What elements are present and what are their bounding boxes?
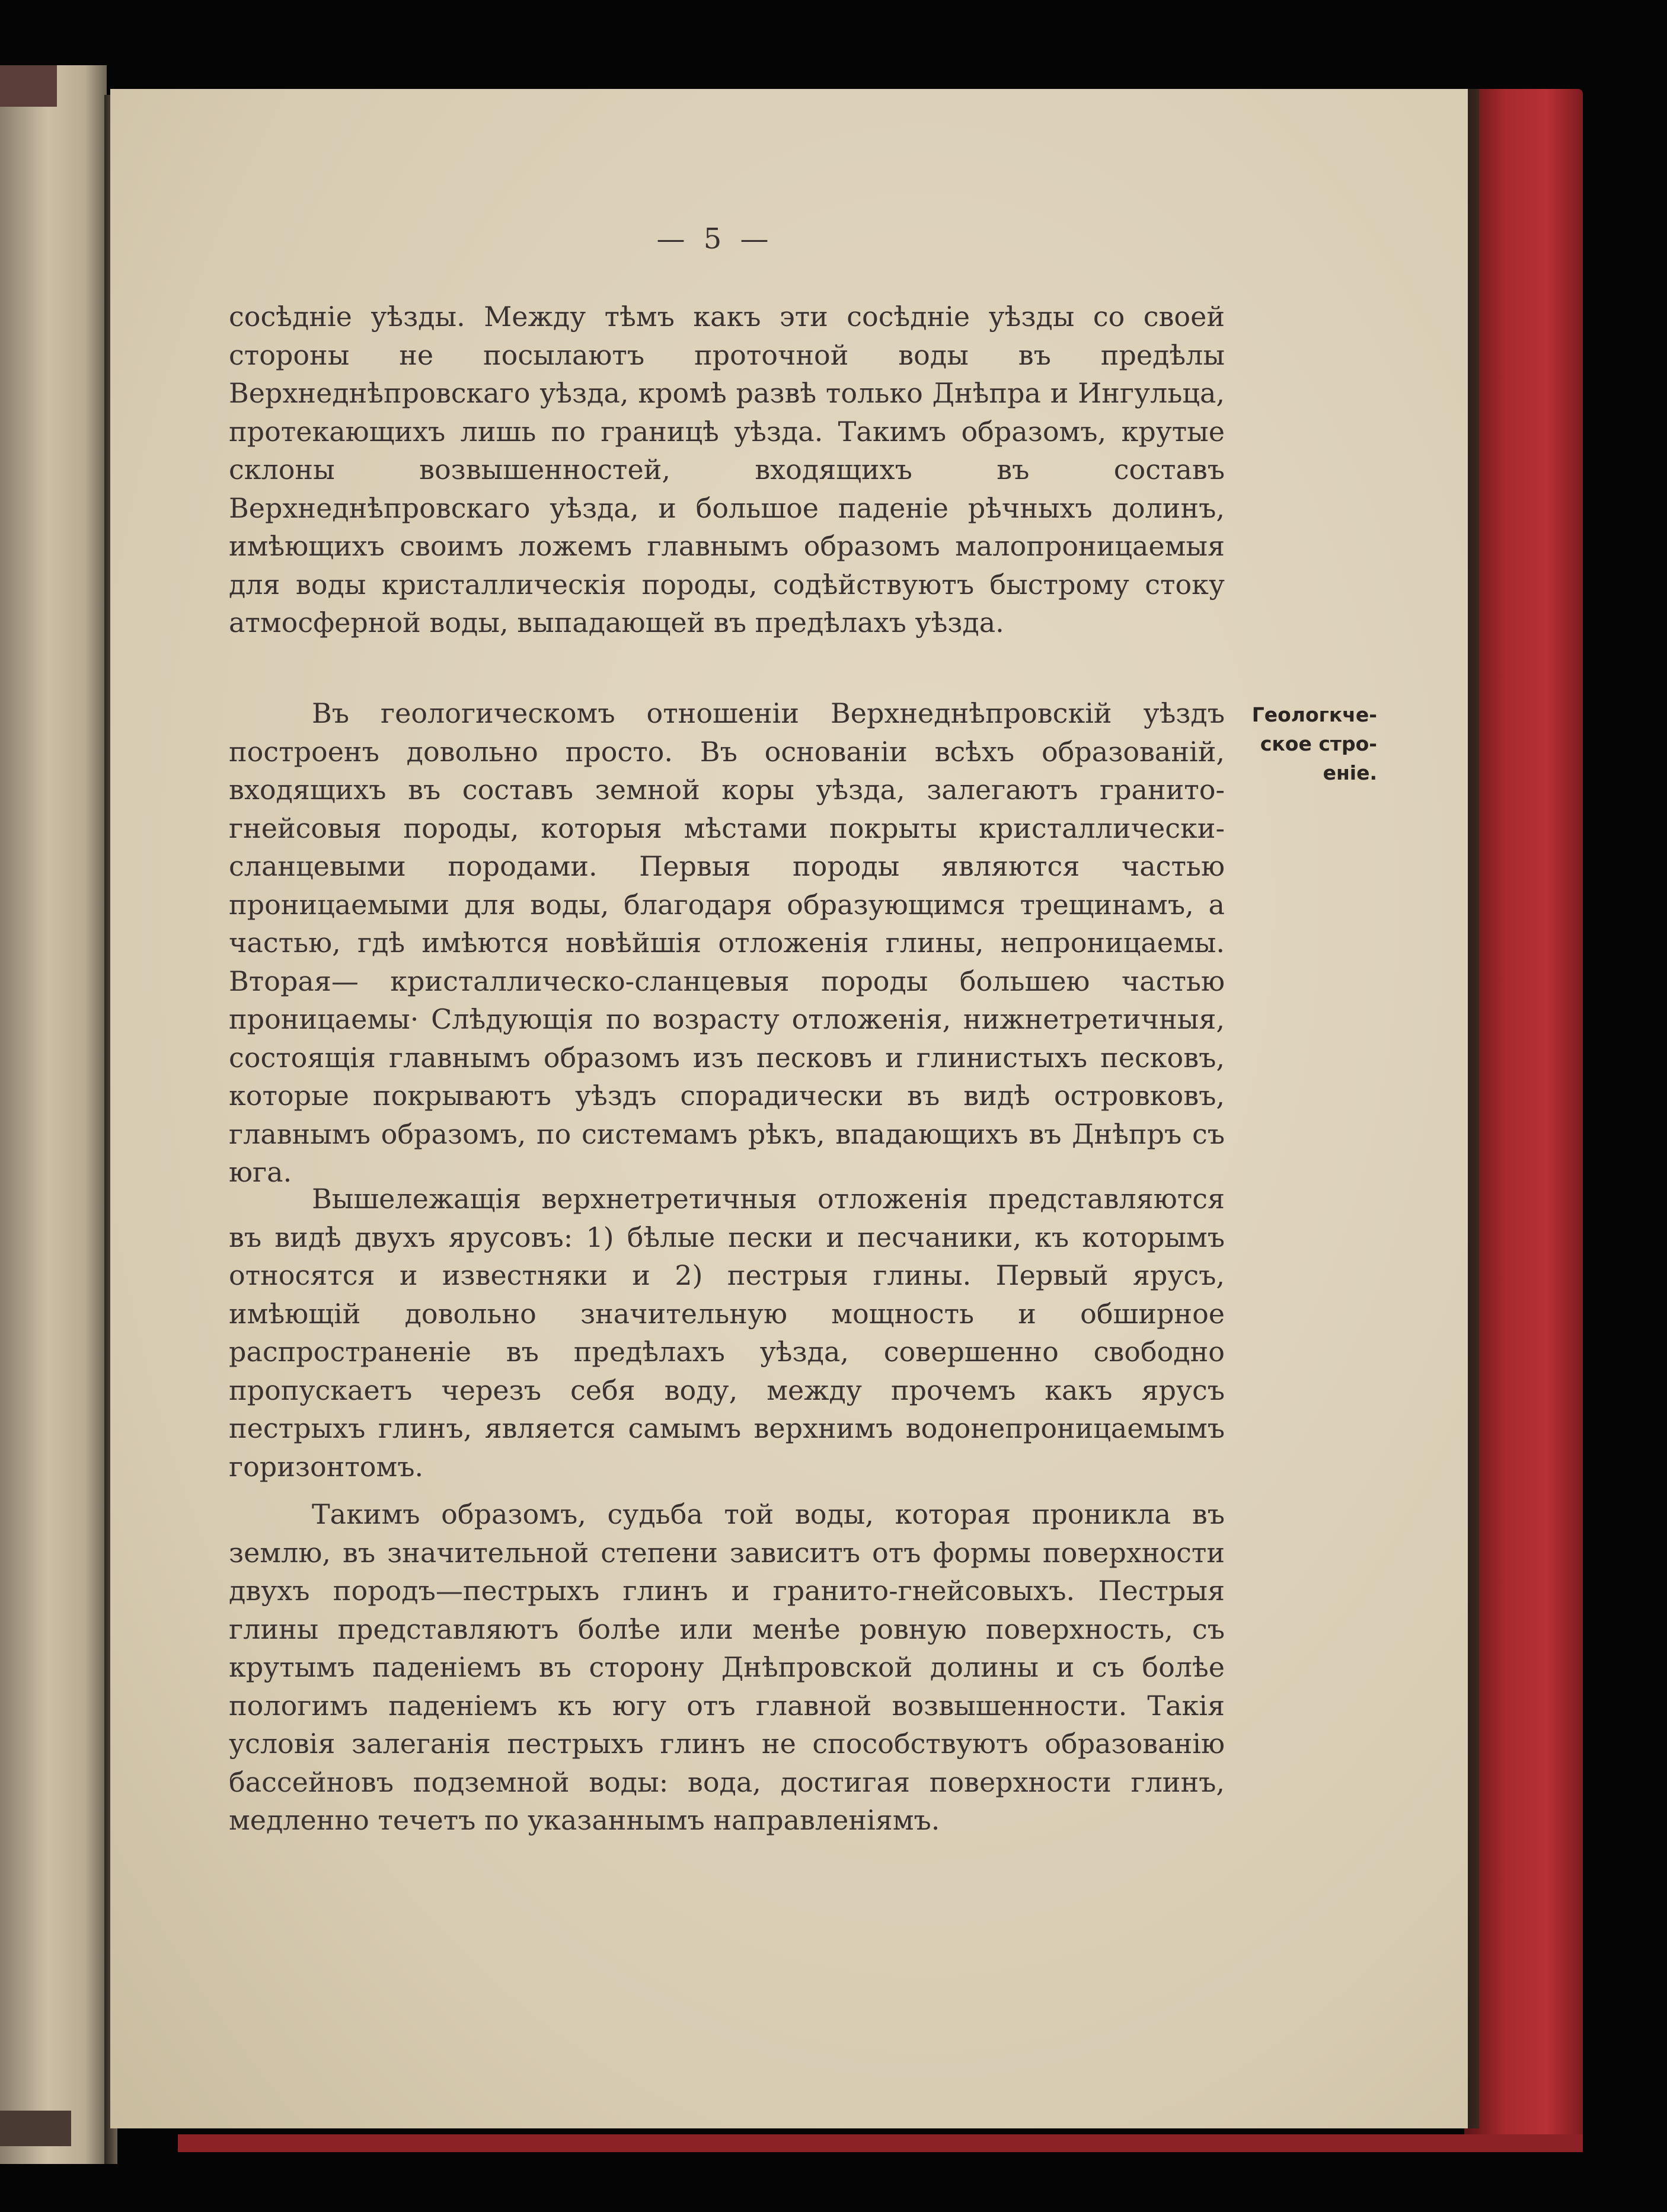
book-page	[110, 89, 1468, 2128]
margin-note-line-1: Геологкче-	[1251, 703, 1377, 726]
paragraph-2: Въ геологическомъ отношеніи Верхнеднѣпровскій уѣздъ построенъ довольно просто. Въ основаніи всѣхъ образованій, входящихъ въ составъ земной коры уѣзда, залегаютъ гранито-гнейсовыя породы, которыя мѣстами покрыты кристаллически-сланцевыми породами. Первыя породы являются частью проницаемыми для воды, благодаря образующимся трещинамъ, а частью, гдѣ имѣются новѣйшія отложенія глины, непроницаемы. Вторая— кристаллическо-сланцевыя породы большею частью проницаемы· Слѣдующія по возрасту отложенія, нижнетретичныя, состоящія главнымъ образомъ изъ песковъ и глинистыхъ песковъ, которые покрываютъ уѣздъ спорадически въ видѣ островковъ, главнымъ образомъ, по системамъ рѣкъ, впадающихъ въ Днѣпръ съ юга.	[229, 697, 1225, 1188]
previous-page-edge	[0, 65, 107, 2164]
red-book-cover	[1464, 89, 1583, 2146]
margin-note	[1235, 700, 1377, 787]
margin-note-line-3: еніе.	[1323, 761, 1377, 784]
paragraph-3: Вышележащія верхнетретичныя отложенія представляются въ видѣ двухъ ярусовъ: 1) бѣлые пески и песчаники, къ которымъ относятся и известняки и 2) пестрыя глины. Первый ярусъ, имѣющій довольно значительную мощность и обширное распространеніе въ предѣлахъ уѣзда, совершенно свободно пропускаетъ черезъ себя воду, между прочемъ какъ ярусъ пестрыхъ глинъ, является самымъ верхнимъ водонепроницаемымъ горизонтомъ.	[229, 1183, 1225, 1483]
left-cover-bottom	[0, 2111, 71, 2146]
paragraph-4: Такимъ образомъ, судьба той воды, которая проникла въ землю, въ значительной степени зависитъ отъ формы поверхности двухъ породъ—пестрыхъ глинъ и гранито-гнейсовыхъ. Пестрыя глины представляютъ болѣе или менѣе ровную поверхность, съ крутымъ паденіемъ въ сторону Днѣпровской долины и съ болѣе пологимъ паденіемъ къ югу отъ главной возвышенности. Такія условія залеганія пестрыхъ глинъ не способствуютъ образованію бассейновъ подземной воды: вода, достигая поверхности глинъ, медленно течетъ по указаннымъ направленіямъ.	[229, 1498, 1225, 1836]
left-cover-corner	[0, 65, 57, 107]
red-cover-bottom-edge	[178, 2134, 1583, 2152]
paragraph-1: сосѣдніе уѣзды. Между тѣмъ какъ эти сосѣдніе уѣзды со своей стороны не посылаютъ проточной воды въ предѣлы Верхнеднѣпровскаго уѣзда, кромѣ развѣ только Днѣпра и Ингульца, протекающихъ лишь по границѣ уѣзда. Такимъ образомъ, крутые склоны возвышенностей, входящихъ въ составъ Верхнеднѣпровскаго уѣзда, и большое паденіе рѣчныхъ долинъ, имѣющихъ своимъ ложемъ главнымъ образомъ малопроницаемыя для воды кристаллическія породы, содѣйствуютъ быстрому стоку атмосферной воды, выпадающей въ предѣлахъ уѣзда.	[229, 301, 1225, 639]
page-number: — 5 —	[656, 222, 774, 256]
margin-note-line-2: ское стро-	[1260, 732, 1377, 755]
